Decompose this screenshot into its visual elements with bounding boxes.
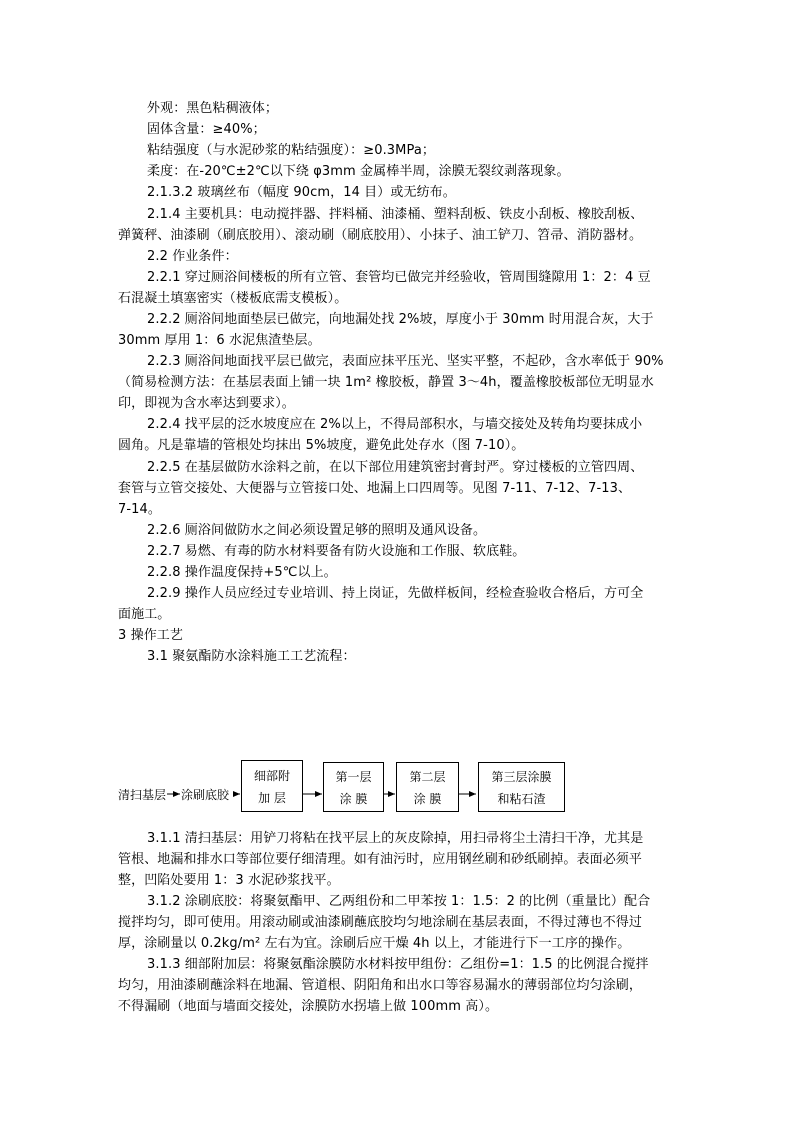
flow-box-detail-layer-line1: 细部附 — [253, 769, 290, 783]
flow-box-second-coat-line1: 第二层 — [409, 770, 446, 784]
flow-box-third-coat — [478, 762, 565, 812]
flow-box-third-coat-line2: 和粘石渣 — [497, 792, 546, 806]
flow-box-detail-layer — [241, 760, 303, 812]
text-line: 3.1.3 细部附加层：将聚氨酯涂膜防水材料按甲组份：乙组份=1：1.5 的比例混合搅拌 — [147, 957, 649, 972]
text-line: 3.1.2 涂刷底胶：将聚氨酯甲、乙两组份和二甲苯按 1：1.5：2 的比例（重量比）配合 — [147, 894, 651, 909]
text-line: 柔度：在-20℃±2℃以下绕 φ3mm 金属棒半周，涂膜无裂纹剥落现象。 — [147, 164, 570, 179]
flow-box-first-coat-line2: 涂 膜 — [339, 792, 368, 806]
text-line: 面施工。 — [118, 607, 171, 622]
text-line: 30mm 厚用 1：6 水泥焦渣垫层。 — [118, 333, 321, 348]
process-flow-diagram — [0, 740, 794, 830]
text-line: 管根、地漏和排水口等部位要仔细清理。如有油污时，应用钢丝刷和砂纸刷掉。表面必须平 — [118, 852, 643, 867]
text-line: 套管与立管交接处、大便器与立管接口处、地漏上口四周等。见图 7-11、7-12、7-13、 — [118, 481, 632, 496]
flow-box-detail-layer-line2: 加 层 — [258, 791, 286, 805]
text-line: 3 操作工艺 — [118, 628, 184, 643]
text-line: 2.2.8 操作温度保持+5℃以上。 — [147, 565, 337, 580]
text-line: 印，即视为含水率达到要求）。 — [118, 396, 295, 411]
text-line: 3.1.1 清扫基层：用铲刀将粘在找平层上的灰皮除掉，用扫帚将尘土清扫干净，尤其是 — [147, 831, 644, 846]
text-line: 2.2.9 操作人员应经过专业培训、持上岗证，先做样板间，经检查验收合格后，方可全 — [147, 586, 644, 601]
text-line: 石混凝土填塞密实（楼板底需支模板）。 — [118, 291, 348, 306]
text-line: 2.2.4 找平层的泛水坡度应在 2%以上，不得局部积水，与墙交接处及转角均要抹成小 — [147, 417, 643, 432]
text-line: 外观：黑色粘稠液体； — [147, 101, 279, 116]
text-line: 2.1.4 主要机具：电动搅拌器、拌料桶、油漆桶、塑料刮板、铁皮小刮板、橡胶刮板、 — [147, 207, 644, 222]
text-line: 粘结强度（与水泥砂浆的粘结强度）：≥0.3MPa； — [147, 143, 436, 158]
text-line: 2.2.5 在基层做防水涂料之前，在以下部位用建筑密封膏封严。穿过楼板的立管四周、 — [147, 460, 644, 475]
flow-step-clean-base: 清扫基层 — [118, 788, 167, 802]
text-line: 7-14。 — [118, 502, 162, 517]
flow-box-first-coat-line1: 第一层 — [335, 770, 372, 784]
text-line: 固体含量：≥40%； — [147, 122, 266, 137]
text-line: 均匀，用油漆刷蘸涂料在地漏、管道根、阴阳角和出水口等容易漏水的薄弱部位均匀涂刷， — [118, 978, 643, 993]
flow-step-primer: 涂刷底胶 — [181, 788, 230, 802]
text-line: 搅拌均匀，即可使用。用滚动刷或油漆刷蘸底胶均匀地涂刷在基层表面，不得过薄也不得过 — [118, 915, 643, 930]
flow-box-second-coat — [396, 762, 459, 812]
text-line: 3.1 聚氨酯防水涂料施工工艺流程： — [147, 649, 356, 664]
text-line: 2.1.3.2 玻璃丝布（幅度 90cm，14 目）或无纺布。 — [147, 185, 456, 200]
flow-box-second-coat-line2: 涂 膜 — [413, 792, 442, 806]
text-line: 厚，涂刷量以 0.2kg/m² 左右为宜。涂刷后应干燥 4h 以上，才能进行下一工序的操作。 — [118, 936, 631, 951]
text-line: 2.2.6 厕浴间做防水之间必须设置足够的照明及通风设备。 — [147, 523, 487, 538]
text-line: 2.2.2 厕浴间地面垫层已做完，向地漏处找 2%坡，厚度小于 30mm 时用混合灰，大于 — [147, 312, 654, 327]
text-line: 2.2.7 易燃、有毒的防水材料要备有防火设施和工作服、软底鞋。 — [147, 544, 526, 559]
text-line: 圆角。凡是靠墙的管根处均抹出 5%坡度，避免此处存水（图 7-10）。 — [118, 438, 525, 453]
text-line: 弹簧秤、油漆刷（刷底胶用）、滚动刷（刷底胶用）、小抹子、油工铲刀、笤帚、消防器材。 — [118, 228, 643, 243]
text-line: 整，凹陷处要用 1：3 水泥砂浆找平。 — [118, 873, 340, 888]
text-line: 不得漏刷（地面与墙面交接处，涂膜防水拐墙上做 100mm 高）。 — [118, 999, 499, 1014]
text-line: （简易检测方法：在基层表面上铺一块 1m² 橡胶板，静置 3～4h，覆盖橡胶板部位无明显水 — [118, 375, 654, 390]
flow-box-third-coat-line1: 第三层涂膜 — [491, 770, 552, 784]
text-line: 2.2.3 厕浴间地面找平层已做完，表面应抹平压光、坚实平整，不起砂，含水率低于 90% — [147, 354, 664, 369]
flow-box-first-coat — [323, 762, 384, 812]
text-line: 2.2.1 穿过厕浴间楼板的所有立管、套管均已做完并经验收，管周围缝隙用 1：2：4 豆 — [147, 270, 651, 285]
text-line: 2.2 作业条件： — [147, 249, 238, 264]
